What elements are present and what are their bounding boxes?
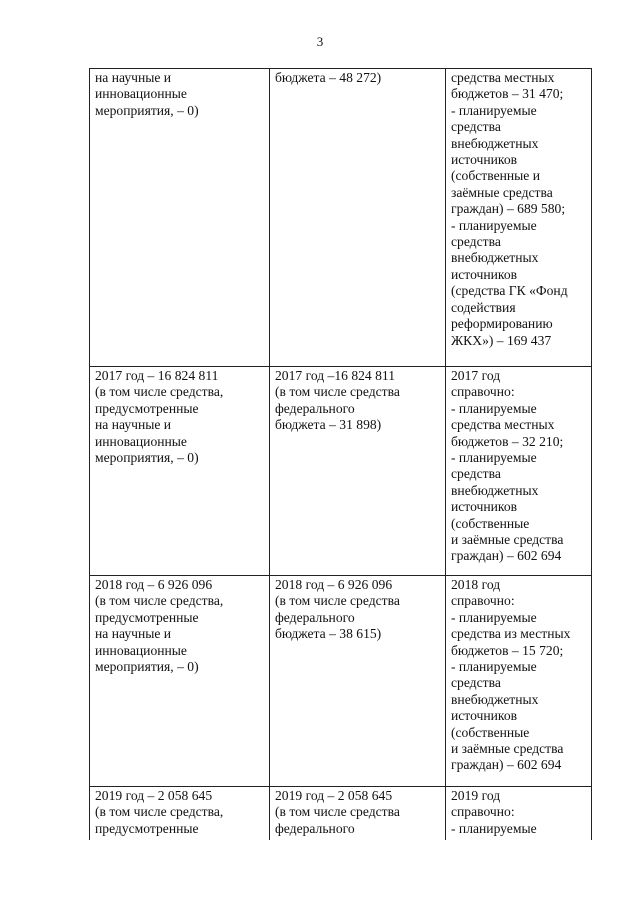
table-cell-federal: 2018 год – 6 926 096 (в том числе средства федерального бюджета – 38 615) [270, 576, 446, 787]
page-number: 3 [316, 34, 324, 49]
table-row [90, 367, 592, 576]
table-cell-reference: средства местных бюджетов – 31 470; - планируемые средства внебюджетных источников (собственные и заёмные средства граждан) – 689 580; - планируемые средства внебюджетных источников (средства ГК «Фонд содействия реформированию ЖКХ») – 169 437 [446, 69, 592, 367]
table-cell-reference: 2019 год справочно: - планируемые [446, 787, 592, 841]
table-cell-federal: 2017 год –16 824 811 (в том числе средства федерального бюджета – 31 898) [270, 367, 446, 576]
table-cell-total: 2018 год – 6 926 096 (в том числе средства, предусмотренные на научные и инновационные мероприятия, – 0) [90, 576, 270, 787]
table-cell-reference: 2018 год справочно: - планируемые средства из местных бюджетов – 15 720; - планируемые средства внебюджетных источников (собственные и заёмные средства граждан) – 602 694 [446, 576, 592, 787]
table-cell-total: на научные и инновационные мероприятия, – 0) [90, 69, 270, 367]
table-cell-federal: бюджета – 48 272) [270, 69, 446, 367]
table-cell-total: 2019 год – 2 058 645 (в том числе средства, предусмотренные [90, 787, 270, 841]
table-cell-total: 2017 год – 16 824 811 (в том числе средства, предусмотренные на научные и инновационные мероприятия, – 0) [90, 367, 270, 576]
table-row [90, 787, 592, 841]
table-row [90, 576, 592, 787]
table-cell-federal: 2019 год – 2 058 645 (в том числе средства федерального [270, 787, 446, 841]
table-row [90, 69, 592, 367]
funding-table [89, 68, 592, 840]
table-cell-reference: 2017 год справочно: - планируемые средства местных бюджетов – 32 210; - планируемые средства внебюджетных источников (собственные и заёмные средства граждан) – 602 694 [446, 367, 592, 576]
